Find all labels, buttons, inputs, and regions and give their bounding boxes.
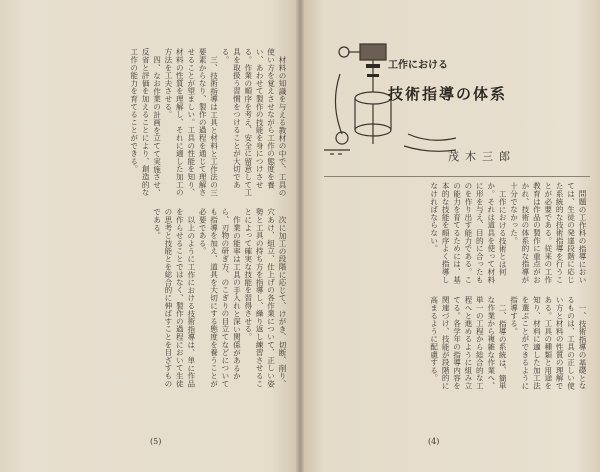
paragraph: 一、技術指導の基礎となるものは、工具の正しい使い方と材料の性質の理解である。工具の種類と用途を知り、材料に適した加工法を選ぶことができるように指導する。 xyxy=(509,296,587,390)
right-page xyxy=(300,0,600,472)
paragraph: 材料の知識を与える教材の中で、工具の使い方を覚えさせながら工作の態度を養い、あわせて製作の技能を身につけさせる。作業の順序を考え、安全に留意して工具を取扱う習慣をつけることが大切である。 xyxy=(220,48,287,197)
page-number: (4) xyxy=(428,437,440,446)
page-number: (5) xyxy=(150,437,162,446)
paragraph: 以上のように工作における技術指導は、単に作品を作らせることではなく、製作の過程において生徒の思考と技能とを総合的に伸ばすことを目ざすものである。 xyxy=(152,208,196,388)
divider xyxy=(324,176,590,177)
article-author: 茂木三郎 xyxy=(448,150,516,163)
right-page-lower-text xyxy=(326,296,588,396)
paragraph: 二、指導の系統は、簡単な作業から複雑な作業へ、単一の工程から総合的な工程へと進めるように組み立てる。各学年の指導内容を関連づけ、技能が段階的に高まるように配慮する。 xyxy=(429,296,508,390)
article-kicker: 工作における xyxy=(388,60,448,71)
article-title-block xyxy=(388,56,528,116)
paragraph: 工作における技術とは何か。それは道具を使って材料に形を与え、目的に合ったものを作り出す能力である。この能力を育てるためには、基本的な技能を順序よく指導しなければならない。 xyxy=(429,182,508,284)
paragraph: 三、技術指導は工具と材料と工作法の三要素からなり、製作の過程を通じて理解させることが望ましい。工具の性能を知り、材料の性質を理解し、それに適した加工の方法を工夫させる。 xyxy=(163,48,219,197)
paragraph: 作業の能率は工具の手入れと深い関係があるから、刃物の研ぎ方、のこぎりの目立てなどについても指導を加え、道具を大切にする態度を養うことが必要である。 xyxy=(198,208,242,388)
left-page-upper-text xyxy=(18,48,288,200)
paragraph: 四、なお作業の計画を立てて実施させ、反省と評価を加えることにより、創造的な工作の能力を育てることができる。 xyxy=(129,48,162,197)
article-title: 技術指導の体系 xyxy=(388,85,508,103)
book-gutter xyxy=(296,0,304,472)
right-page-upper-text xyxy=(326,182,588,290)
paragraph: 問題の工作科の指導においては、生徒の発達段階に応じた系統的な技術指導を行うことが必要である。従来の工作教育は作品の製作に重点がおかれ、技術の体系的な指導が十分でなかった。 xyxy=(509,182,587,284)
left-page-lower-text xyxy=(18,208,288,393)
paragraph: 次に加工の段階に応じて、けがき、切断、削り、穴あけ、組立、仕上げの各作業について、正しい姿勢と工具の持ち方を指導し、繰り返し練習させることによって確実な技能を習得させる。 xyxy=(243,208,287,388)
